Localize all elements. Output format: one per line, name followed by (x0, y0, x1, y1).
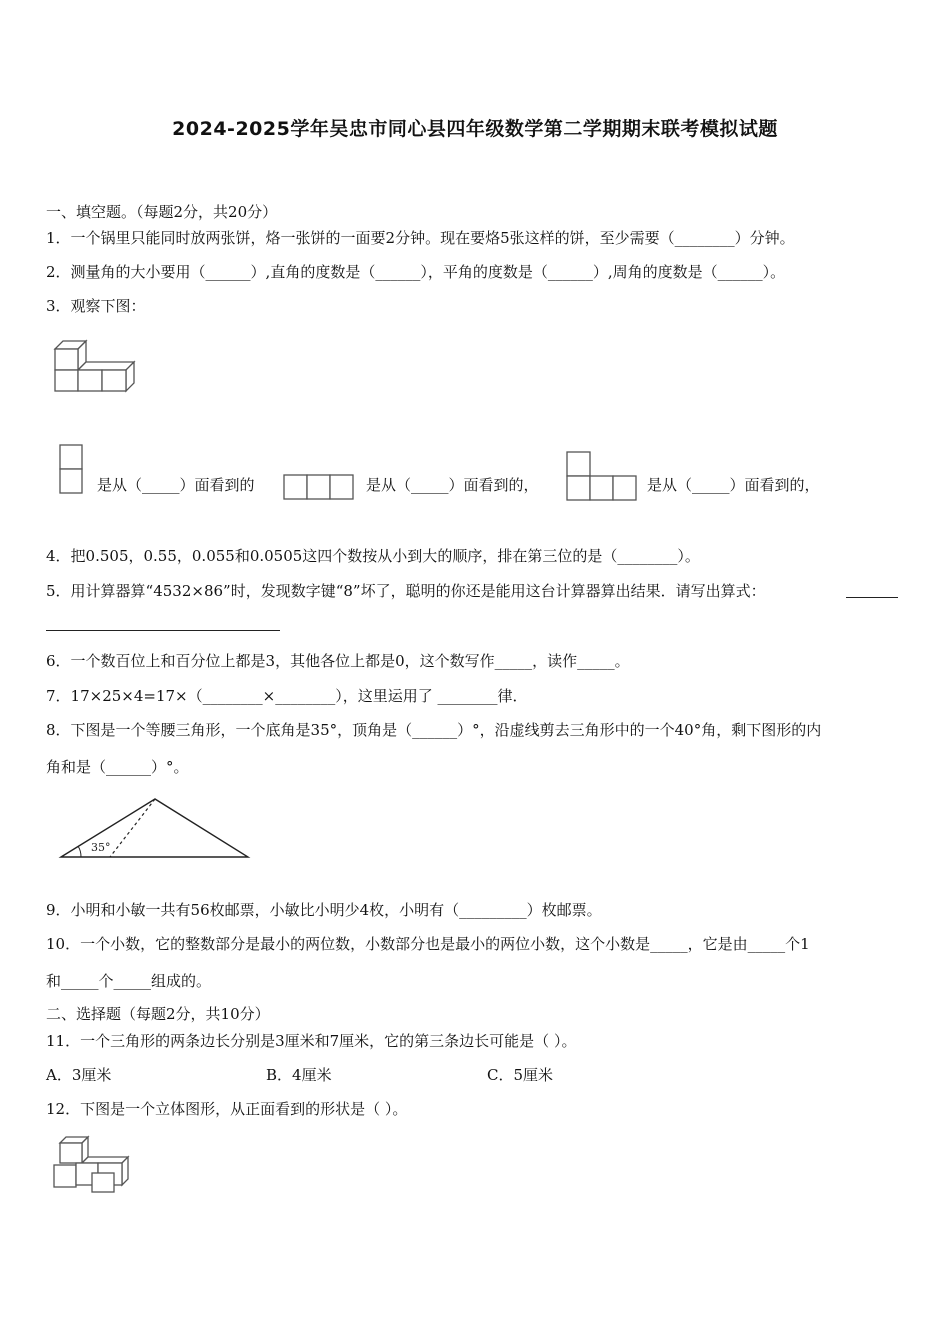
q11-option-b: B．4厘米 (266, 1066, 332, 1084)
question-2: 2．测量角的大小要用（______）,直角的度数是（______），平角的度数是（______）,周角的度数是（______）。 (46, 263, 786, 281)
q5-answer-line-2 (46, 630, 280, 631)
question-6: 6．一个数百位上和百分位上都是3，其他各位上都是0，这个数写作_____，读作_____。 (46, 652, 630, 670)
question-7: 7．17×25×4=17×（________×________），这里运用了 ________律． (46, 687, 528, 705)
section2-heading: 二、选择题（每题2分，共10分） (46, 1005, 270, 1023)
q5-answer-line (846, 597, 898, 598)
q3-view-3-figure (565, 450, 640, 505)
q11-option-a: A．3厘米 (46, 1066, 112, 1084)
question-10-line-1: 10．一个小数，它的整数部分是最小的两位数，小数部分也是最小的两位小数，这个小数是_____，它是由_____个1 (46, 935, 810, 953)
question-10-line-2: 和_____个_____组成的。 (46, 972, 212, 990)
question-5: 5．用计算器算“4532×86”时，发现数字键“8”坏了，聪明的你还是能用这台计算器算出结果．请写出算式： (46, 582, 766, 600)
page-title: 2024-2025学年吴忠市同心县四年级数学第二学期期末联考模拟试题 (172, 118, 778, 140)
question-4: 4．把0.505，0.55，0.055和0.0505这四个数按从小到大的顺序，排在第三位的是（________）。 (46, 547, 700, 565)
q3-solid-figure (50, 335, 145, 400)
question-8-line-1: 8．下图是一个等腰三角形，一个底角是35°，顶角是（______）°，沿虚线剪去三角形中的一个40°角，剩下图形的内 (46, 721, 822, 739)
question-8-line-2: 角和是（______）°。 (46, 758, 189, 776)
q8-triangle-figure (58, 795, 258, 865)
q3-view-3-text: 是从（_____）面看到的， (647, 476, 820, 494)
q3-view-2-text: 是从（_____）面看到的， (366, 476, 539, 494)
question-12: 12．下图是一个立体图形，从正面看到的形状是（ ）。 (46, 1100, 408, 1118)
q12-solid-figure (50, 1135, 140, 1200)
question-3: 3．观察下图： (46, 297, 146, 315)
question-9: 9．小明和小敏一共有56枚邮票，小敏比小明少4枚，小明有（_________）枚邮票。 (46, 901, 602, 919)
q3-view-2-figure (282, 473, 357, 503)
q8-angle-label: 35° (91, 841, 111, 854)
question-1: 1．一个锅里只能同时放两张饼，烙一张饼的一面要2分钟。现在要烙5张这样的饼，至少需要（________）分钟。 (46, 229, 795, 247)
question-11: 11．一个三角形的两条边长分别是3厘米和7厘米，它的第三条边长可能是（ ）。 (46, 1032, 577, 1050)
q11-option-c: C．5厘米 (487, 1066, 554, 1084)
q3-view-1-text: 是从（_____）面看到的 (97, 476, 255, 494)
q3-view-1-figure (58, 443, 88, 498)
section1-heading: 一、填空题。（每题2分，共20分） (46, 203, 278, 221)
